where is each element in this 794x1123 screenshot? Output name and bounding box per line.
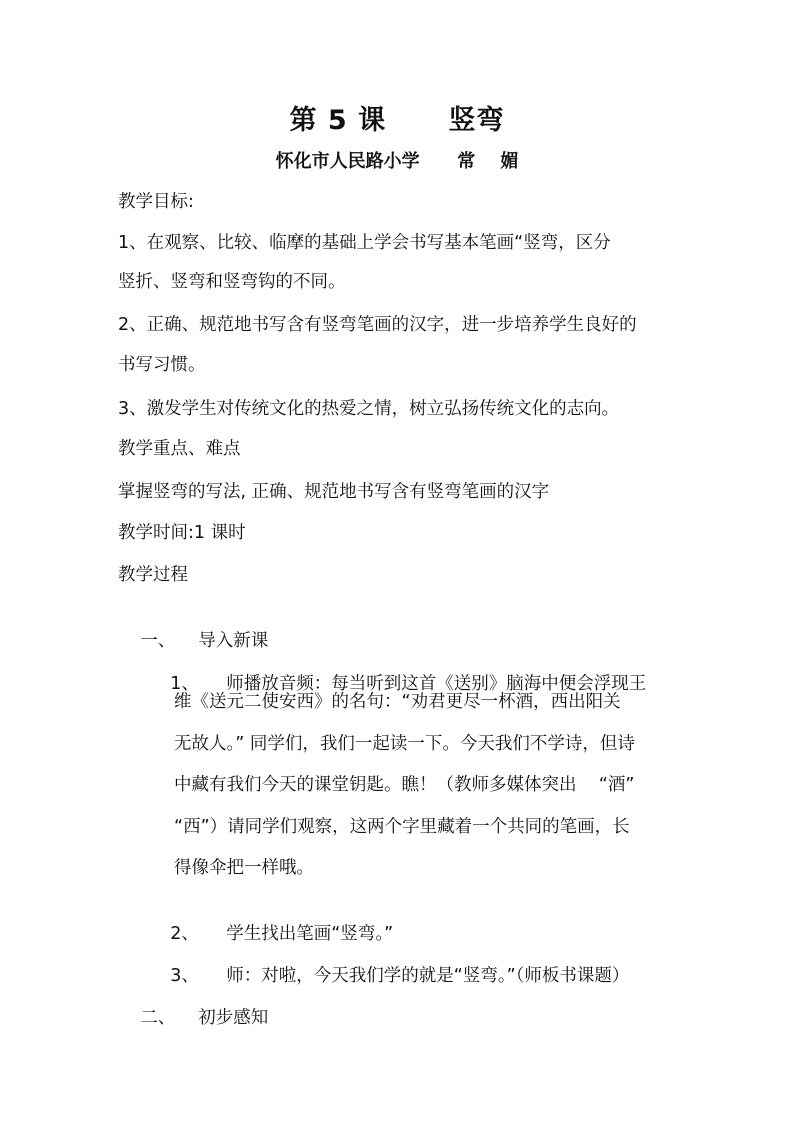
item-1-line-3: 无故人。” 同学们，我们一起读一下。今天我们不学诗，但诗 <box>174 734 635 754</box>
objective-2-line-2: 书写习惯。 <box>118 355 206 375</box>
objective-1-line-1: 1、在观察、比较、临摩的基础上学会书写基本笔画“竖弯，区分 <box>118 233 611 253</box>
item-1-line-6: 得像伞把一样哦。 <box>174 858 314 878</box>
section-2-heading <box>118 982 268 1054</box>
item-3-number: 3、 <box>170 966 199 986</box>
teaching-time: 教学时间:1 课时 <box>118 523 246 543</box>
section-2-number: 二、 <box>140 1008 176 1028</box>
item-1-line-2: 维《送元二使安西》的名句：“劝君更尽一杯酒，西出阳关 <box>174 692 621 712</box>
item-1-line-5: “西”）请同学们观察，这两个字里藏着一个共同的笔画，长 <box>174 817 630 837</box>
item-2-number: 2、 <box>170 924 199 944</box>
key-points-heading: 教学重点、难点 <box>118 439 241 459</box>
section-1-number: 一、 <box>140 631 176 651</box>
objective-3: 3、激发学生对传统文化的热爱之情，树立弘扬传统文化的志向。 <box>118 399 620 419</box>
objective-1-line-2: 竖折、竖弯和竖弯钩的不同。 <box>118 272 346 292</box>
objective-2-line-1: 2、正确、规范地书写含有竖弯笔画的汉字，进一步培养学生良好的 <box>118 315 637 335</box>
author-line: 怀化市人民路小学 常 媚 <box>275 151 519 172</box>
item-1-line-4: 中藏有我们今天的课堂钥匙。瞧！（教师多媒体突出 “酒” <box>174 775 635 795</box>
item-1-number: 1、 <box>170 674 199 694</box>
process-heading: 教学过程 <box>118 565 188 585</box>
item-1-text-1: 师播放音频：每当听到这首《送别》脑海中便会浮现王 <box>226 674 647 694</box>
lesson-title: 第 5 课 竖弯 <box>289 105 505 136</box>
key-points-text: 掌握竖弯的写法, 正确、规范地书写含有竖弯笔画的汉字 <box>118 482 550 502</box>
item-2-text: 学生找出笔画“竖弯。” <box>226 924 394 944</box>
section-1-title: 导入新课 <box>198 631 269 651</box>
item-3-text: 师：对啦，今天我们学的就是“竖弯。”（师板书课题） <box>226 966 630 986</box>
objectives-heading: 教学目标: <box>118 192 194 212</box>
section-2-title: 初步感知 <box>198 1008 269 1028</box>
